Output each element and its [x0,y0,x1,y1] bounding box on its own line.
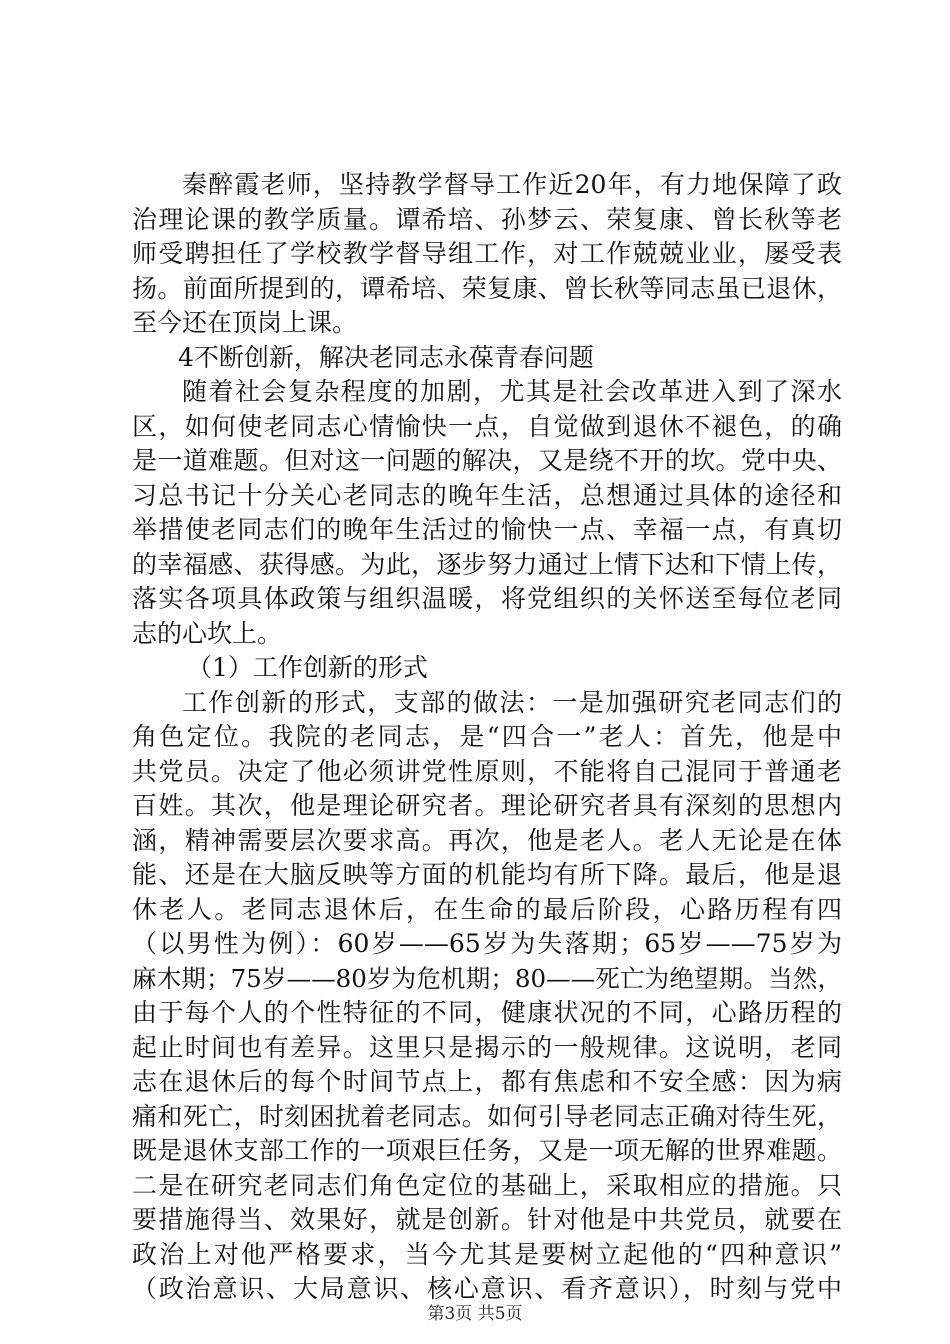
text-line: 志在退休后的每个时间节点上，都有焦虑和不安全感：因为病 [132,1067,842,1096]
text-line: （以男性为例）：60岁——65岁为失落期；65岁——75岁为 [132,929,842,958]
text-line: 志的心坎上。 [132,618,283,648]
text-line: 工作创新的形式，支部的做法：一是加强研究老同志们的 [182,687,842,717]
page-number-footer: 第3页 共5页 [427,1304,523,1324]
body-text [132,168,842,1307]
text-line: （政治意识、大局意识、核心意识、看齐意识），时刻与党中 [132,1274,842,1303]
text-line: 痛和死亡，时刻困扰着老同志。如何引导老同志正确对待生死， [132,1101,842,1131]
text-line: 休老人。老同志退休后，在生命的最后阶段，心路历程有四 [132,894,842,924]
text-line: 的幸福感、获得感。为此，逐步努力通过上情下达和下情上传， [132,549,842,579]
text-line: 落实各项具体政策与组织温暖，将党组织的关怀送至每位老同 [132,584,842,613]
text-line: 起止时间也有差异。这里只是揭示的一般规律。这说明，老同 [132,1032,842,1062]
text-line: 举措使老同志们的晚年生活过的愉快一点、幸福一点，有真切 [132,515,842,544]
text-line: 区，如何使老同志心情愉快一点，自觉做到退休不褪色，的确 [132,411,842,441]
text-line: 共党员。决定了他必须讲党性原则，不能将自己混同于普通老 [132,756,842,786]
text-line: 秦醉霞老师，坚持教学督导工作近20年，有力地保障了政 [182,170,842,199]
text-line: 角色定位。我院的老同志，是“四合一”老人：首先，他是中 [132,722,842,751]
text-line: 能、还是在大脑反映等方面的机能均有所下降。最后，他是退 [132,860,842,889]
text-line: 是一道难题。但对这一问题的解决，又是绕不开的坎。党中央、 [132,446,842,475]
text-line: 涵，精神需要层次要求高。再次，他是老人。老人无论是在体 [132,825,842,855]
text-line: 要措施得当、效果好，就是创新。针对他是中共党员，就要在 [132,1205,842,1234]
text-line: 扬。前面所提到的，谭希培、荣复康、曾长秋等同志虽已退休， [132,273,842,303]
text-line: 二是在研究老同志们角色定位的基础上，采取相应的措施。只 [132,1170,842,1200]
text-line: 百姓。其次，他是理论研究者。理论研究者具有深刻的思想内 [132,791,842,820]
subsection-heading: （1）工作创新的形式 [187,653,428,682]
text-line: 师受聘担任了学校教学督导组工作，对工作兢兢业业，屡受表 [132,239,842,268]
text-line: 随着社会复杂程度的加剧，尤其是社会改革进入到了深水 [182,377,842,406]
text-line: 习总书记十分关心老同志的晚年生活，总想通过具体的途径和 [132,480,842,510]
text-line: 至今还在顶岗上课。 [132,308,358,337]
section-heading: 4不断创新，解决老同志永葆青春问题 [178,342,594,372]
text-line: 治理论课的教学质量。谭希培、孙梦云、荣复康、曾长秋等老 [132,204,842,234]
text-line: 由于每个人的个性特征的不同，健康状况的不同，心路历程的 [132,998,842,1027]
text-line: 麻木期；75岁——80岁为危机期；80——死亡为绝望期。当然， [132,963,842,993]
text-line: 既是退休支部工作的一项艰巨任务，又是一项无解的世界难题。 [132,1136,842,1165]
text-line: 政治上对他严格要求，当今尤其是要树立起他的“四种意识” [132,1239,842,1269]
